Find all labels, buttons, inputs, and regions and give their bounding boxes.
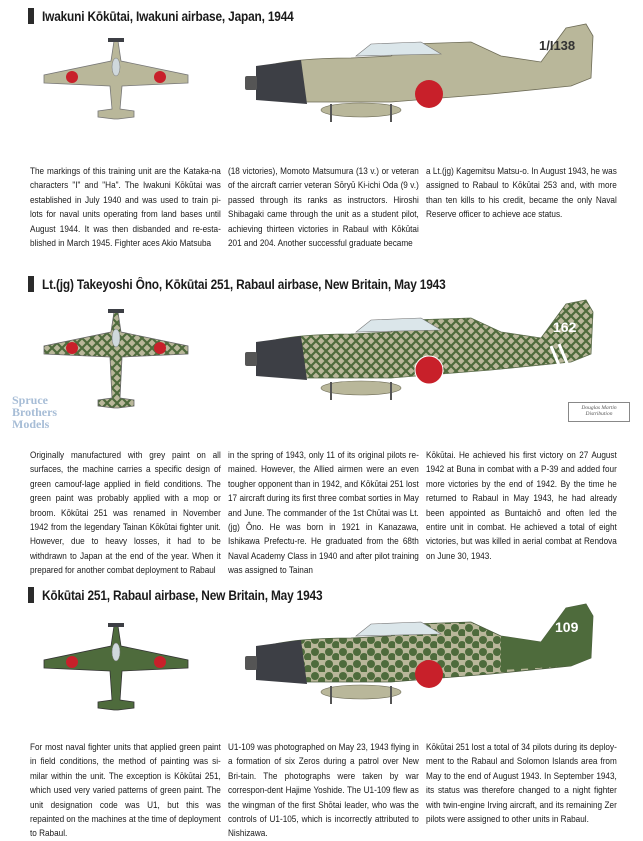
text-column-3: Kōkūtai. He achieved his first victory on 27 August 1942 at Buna in combat with a P-39 and added four more victories by the end of 1942. By the time he returned to Rabaul in May 1943, he had already been appointed as Buntaichō and often led the entire unit in combat. He achieved a total of eight victories, but was killed in aerial combat at Rendova on June 30, 1943. [426, 450, 617, 561]
text-column-2: U1-109 was photographed on May 23, 1943 flying in a formation of six Zeros during a patrol over New Bri-tain. The photographs were taken by war correspon-dent Hajime Yoshide. The U1-109 flew as the wingman of the first Shōtai leader, who was the controls of U1-105, which is incorrectly attributed to Nishizawa. [228, 742, 419, 839]
side-view-aircraft [241, 600, 611, 720]
text-column-2: in the spring of 1943, only 11 of its original pilots re-mained. However, the Allied airmen were an even tougher opponent than in 1942, and Kōkūtai 251 lost 17 aircraft during its first three combat sorties in May and June. The commander of the 1st Chūtai was Lt.(jg) Ôno. He was born in 1921 in Kanazawa, Ishikawa Prefectu-re. He graduated from the 68th Naval Academy Class in 1940 and after pilot training was assigned to Tainan [228, 450, 419, 576]
side-view-aircraft [241, 296, 611, 416]
plan-view-aircraft [42, 308, 190, 420]
section-header [28, 275, 501, 293]
header-bar [28, 8, 34, 24]
tail-code: 162 [553, 319, 577, 335]
side-view-aircraft [241, 20, 611, 134]
text-column-1: For most naval fighter units that applied green paint in field conditions, the method of painting was si-milar within the unit. The exception is Kōkūtai 251, which used very varied patterns of green paint. The unit designation code was U1, but this was repainted on the machines at the time of deployment to Rabaul. [30, 742, 221, 839]
header-bar [28, 587, 34, 603]
distributor-stamp: Douglas Martin Distribution [568, 402, 630, 422]
profile-section-1 [0, 0, 643, 262]
section-title: Kōkūtai 251, Rabaul airbase, New Britain, May 1943 [42, 587, 323, 603]
profile-section-3 [0, 580, 643, 839]
section-title: Lt.(jg) Takeyoshi Ôno, Kōkūtai 251, Rabaul airbase, New Britain, May 1943 [42, 276, 446, 292]
text-column-3: a Lt.(jg) Kagemitsu Matsu-o. In August 1943, he was assigned to Rabaul to Kōkūtai 253 and, with more than ten kills to his credit, became the only Naval Reserve officer to achieve ace status. [426, 166, 617, 220]
section-title: Iwakuni Kōkūtai, Iwakuni airbase, Japan, 1944 [42, 8, 294, 24]
text-column-1: The markings of this training unit are the Kataka-na characters "I" and "Ha". The Iwakuni Kōkūtai was established in July 1940 and was used to train pi-lots for naval units operating from land bases until August 1944. It was then disbanded and re-esta-blished in March 1945. Fighter aces Akio Matsuba [30, 166, 221, 249]
profile-section-2 [0, 268, 643, 576]
text-column-3: Kōkūtai 251 lost a total of 34 pilots during its deploy-ment to the Rabaul and Solomon Islands area from May to the end of August 1943. In September 1943, its status was therefore changed to a night fighter with twin-engine Irving aircraft, and its remaining Zer pilots were assigned to other units in Rabaul. [426, 742, 617, 825]
header-bar [28, 276, 34, 292]
tail-code: 109 [555, 619, 579, 635]
plan-view-aircraft [42, 37, 190, 133]
watermark-logo: Spruce Brothers Models [12, 393, 58, 431]
plan-view-aircraft [42, 622, 190, 722]
tail-code: 1/I138 [539, 38, 576, 53]
text-column-2: (18 victories), Momoto Matsumura (13 v.) or veteran of the aircraft carrier veteran Sōryū Ki-ichi Oda (9 v.) passed through its ranks as instructors. Hiroshi Shibagaki came through the unit as a student pilot, achieving thirteen victories in Rabaul with Kōkūtai 201 and 204. Another successful graduate became [228, 166, 419, 249]
text-column-1: Originally manufactured with grey paint on all surfaces, the machine carries a specific design of green camouf-lage applied in field conditions. The green paint was probably applied with a mop or broom. Kōkūtai 251 was renamed in November 1942 from the legendary Tainan Kōkūtai fighter unit. However, due to heavy losses, it had to be withdrawn to Japan at the end of the year. When it prepared for another combat deployment to Rabaul [30, 450, 221, 576]
